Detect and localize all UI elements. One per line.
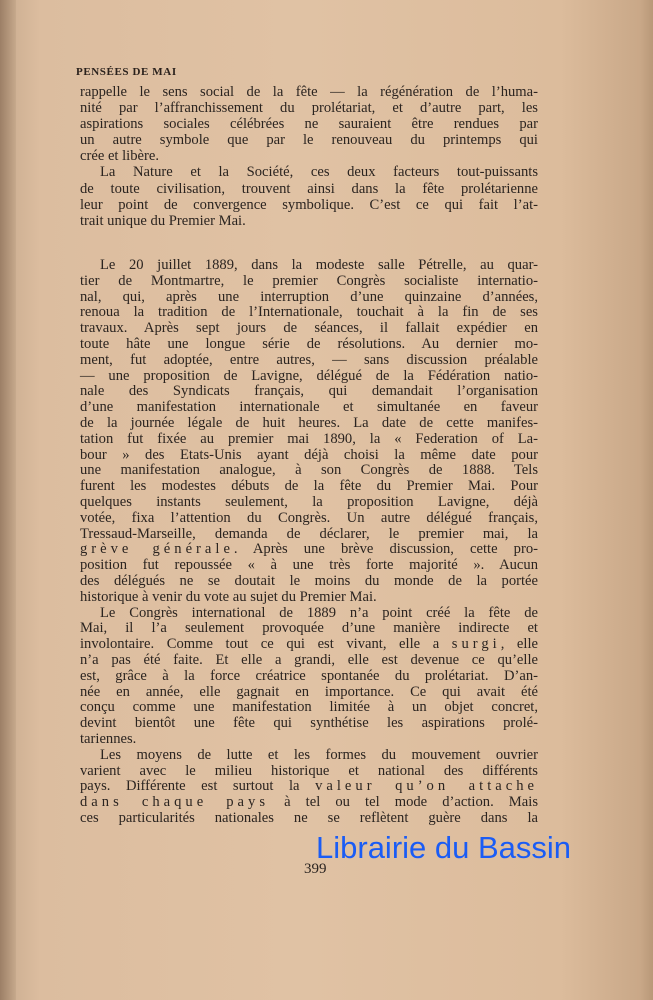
spaced-emphasis: grève générale	[80, 541, 234, 558]
text-segment: nité par l’affranchissement du prolétariat, et d’autre part, les	[80, 100, 538, 117]
text-segment: toute hâte une longue série de résolutions. Au dernier mo-	[80, 335, 538, 352]
spaced-emphasis: surgi	[451, 636, 501, 653]
text-line	[80, 621, 538, 637]
running-header: PENSÉES DE MAI	[76, 66, 177, 78]
text-line	[80, 764, 538, 780]
text-line	[80, 669, 538, 685]
text-line	[80, 305, 538, 321]
text-segment: une manifestation analogue, à son Congrès de 1888. Tels	[80, 462, 538, 479]
text-line	[80, 606, 538, 622]
text-segment: travaux. Après sept jours de séances, il fallait expédier en	[80, 320, 538, 337]
text-line	[80, 213, 538, 229]
text-segment: devint bientôt une fête qui synthétise les aspirations prolé-	[80, 715, 538, 732]
text-segment: involontaire. Comme tout ce qui est vivant, elle a	[80, 636, 452, 653]
text-segment: varient avec le milieu historique et national des différents	[80, 762, 538, 779]
text-segment: Les moyens de lutte et les formes du mouvement ouvrier	[100, 746, 538, 763]
text-segment: est, grâce à la force créatrice spontanée du prolétariat. D’an-	[80, 667, 538, 684]
text-line	[80, 685, 538, 701]
text-line	[80, 779, 538, 795]
text-segment: pays. Différente est surtout la	[80, 778, 316, 795]
text-segment: furent les modestes débuts de la fête du Premier Mai. Pour	[80, 478, 538, 495]
text-line	[80, 448, 538, 464]
text-segment: un autre symbole que par le renouveau du printemps qui	[80, 132, 538, 149]
text-segment: Le Congrès international de 1889 n’a point créé la fête de	[100, 604, 538, 621]
text-line	[80, 732, 538, 748]
text-segment: tariennes.	[80, 730, 137, 747]
text-line	[80, 148, 538, 164]
text-line	[80, 384, 538, 400]
text-segment: rappelle le sens social de la fête — la régénération de l’huma-	[80, 84, 538, 100]
text-segment: bour » des Etats-Unis ayant déjà choisi la même date pour	[80, 446, 538, 463]
text-segment: d’une manifestation internationale et simultanée en faveur	[80, 399, 538, 416]
spaced-emphasis: valeur qu’on attache	[315, 778, 539, 795]
text-segment: nale des Syndicats français, qui demandait l’organisation	[80, 383, 538, 400]
text-segment: trait unique du Premier Mai.	[80, 212, 246, 229]
text-segment: — une proposition de Lavigne, délégué de la Fédération natio-	[80, 367, 538, 384]
text-line	[80, 400, 538, 416]
text-segment: aspirations sociales célébrées ne sauraient être rendues par	[80, 116, 538, 133]
text-segment: quelques instants seulement, la proposition Lavigne, déjà	[80, 493, 538, 510]
text-segment: crée et libère.	[80, 148, 159, 165]
watermark-logo: Librairie du Bassin	[316, 830, 572, 865]
text-line	[80, 100, 538, 116]
text-block-intro	[80, 84, 538, 229]
text-line	[80, 495, 538, 511]
text-block-main	[80, 258, 538, 827]
text-line	[80, 416, 538, 432]
text-segment: conçu comme une manifestation limitée à un objet concret,	[80, 699, 538, 716]
text-line	[80, 811, 538, 827]
adjacent-page-edge	[0, 0, 16, 1000]
text-line	[80, 274, 538, 290]
text-line	[80, 258, 538, 274]
page-number: 399	[304, 861, 327, 877]
text-line	[80, 432, 538, 448]
text-line	[80, 337, 538, 353]
text-segment: Tressaud-Marseille, demanda de déclarer, le premier mai, la	[80, 525, 538, 542]
text-segment: de toute civilisation, trouvent ainsi dans la fête prolétarienne	[80, 180, 538, 197]
text-segment: , elle	[500, 636, 538, 653]
text-segment: tier de Montmartre, le premier Congrès socialiste internatio-	[80, 272, 538, 289]
text-segment: . Après une brève discussion, cette pro-	[233, 541, 538, 558]
text-segment: historique à venir du vote au sujet du Premier Mai.	[80, 588, 377, 605]
text-line	[80, 700, 538, 716]
text-line	[80, 321, 538, 337]
text-line	[80, 574, 538, 590]
text-segment: position fut repoussée « à une très forte majorité ». Aucun	[80, 557, 538, 574]
text-segment: Mai, il l’a seulement provoquée d’une manière indirecte et	[80, 620, 538, 637]
text-line	[80, 542, 538, 558]
text-line	[80, 637, 538, 653]
text-line	[80, 463, 538, 479]
text-segment: des délégués ne se doutait le moins du monde de la portée	[80, 572, 538, 589]
text-line	[80, 353, 538, 369]
text-line	[80, 716, 538, 732]
text-line	[80, 511, 538, 527]
text-line	[80, 116, 538, 132]
spaced-emphasis: dans chaque pays	[80, 794, 270, 811]
text-line	[80, 653, 538, 669]
text-line	[80, 748, 538, 764]
text-line	[80, 369, 538, 385]
text-line	[80, 795, 538, 811]
text-segment: votée, fixa l’attention du Congrès. Un autre délégué français,	[80, 509, 538, 526]
text-line	[80, 527, 538, 543]
text-line	[80, 197, 538, 213]
text-line	[80, 290, 538, 306]
text-segment: Le 20 juillet 1889, dans la modeste salle Pétrelle, au quar-	[100, 257, 538, 273]
text-segment: à tel ou tel mode d’action. Mais	[269, 794, 538, 811]
text-line	[80, 132, 538, 148]
text-segment: La Nature et la Société, ces deux facteurs tout-puissants	[100, 164, 538, 181]
text-segment: tation fut fixée au premier mai 1890, la « Federation of La-	[80, 430, 538, 447]
text-segment: leur point de convergence symbolique. C’est ce qui fait l’at-	[80, 196, 538, 213]
text-line	[80, 84, 538, 100]
text-segment: ces particularités nationales ne se reflètent guère dans la	[80, 809, 538, 826]
text-line	[80, 164, 538, 180]
text-line	[80, 181, 538, 197]
text-segment: de la journée légale de huit heures. La date de cette manifes-	[80, 414, 538, 431]
text-line	[80, 558, 538, 574]
text-segment: renoua la tradition de l’Internationale, touchait à la fin de ses	[80, 304, 538, 321]
text-segment: n’a pas été faite. Et elle a grandi, elle est devenue ce qu’elle	[80, 651, 538, 668]
text-segment: née en année, elle gagnait en importance. Ce qui avait été	[80, 683, 538, 700]
text-line	[80, 479, 538, 495]
text-segment: ment, fut adoptée, entre autres, — sans discussion préalable	[80, 351, 538, 368]
text-line	[80, 590, 538, 606]
text-segment: nal, qui, après une interruption d’une quinzaine d’années,	[80, 288, 538, 305]
